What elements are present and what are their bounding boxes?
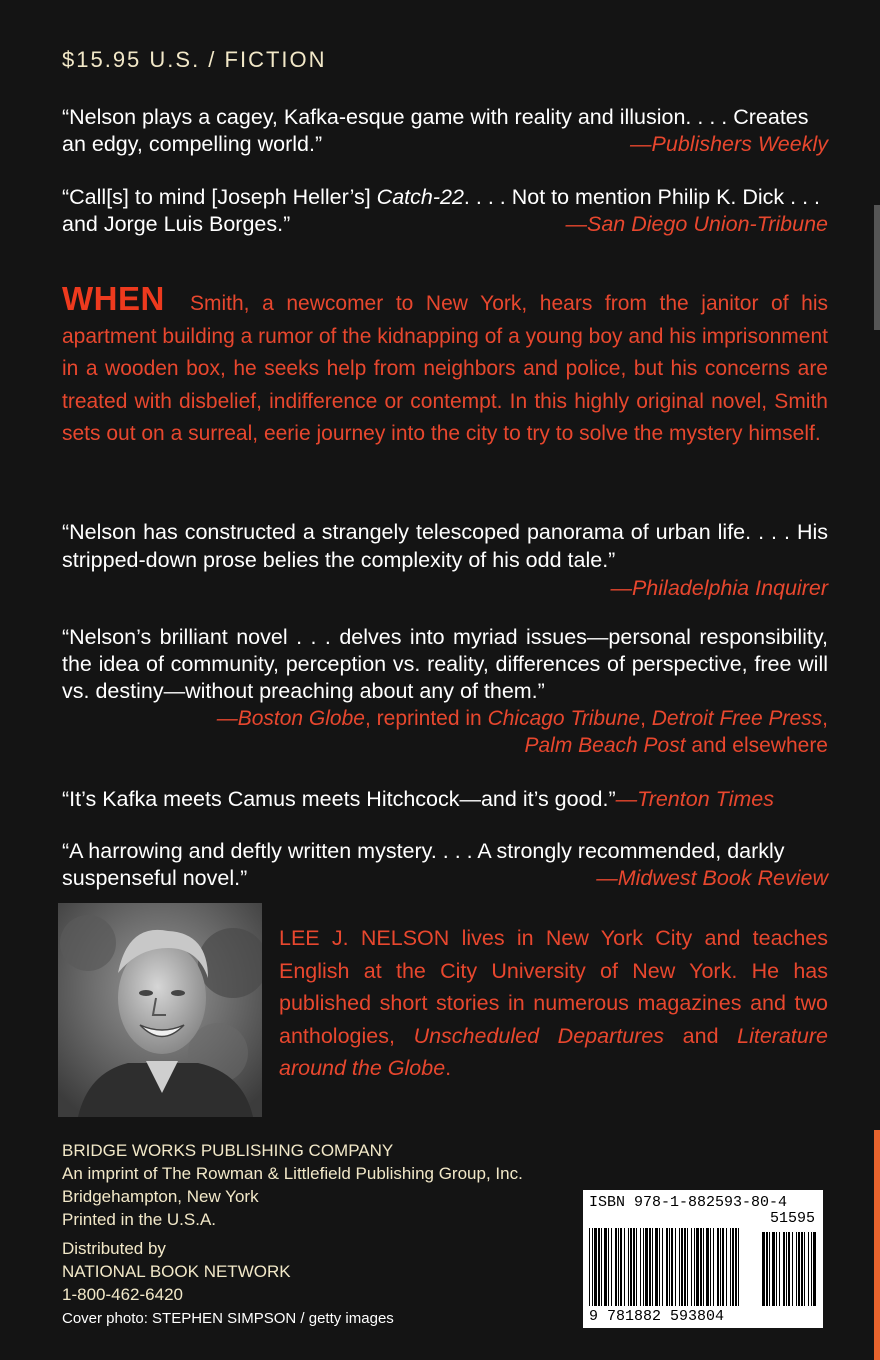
barcode-bar [666, 1228, 668, 1306]
distribution-line: 1-800-462-6420 [62, 1285, 183, 1304]
barcode-bar [592, 1228, 593, 1306]
barcode-bar [776, 1232, 777, 1306]
barcode-bar [601, 1228, 602, 1306]
barcode-bar [813, 1232, 816, 1306]
review-midwest [62, 838, 828, 892]
barcode-bar [783, 1232, 785, 1306]
barcode-bar [726, 1228, 727, 1306]
barcode-bar [779, 1232, 780, 1306]
author-portrait-image [58, 903, 262, 1117]
book-title: Unscheduled Departures [413, 1023, 665, 1048]
ean-number: 9 781882 593804 [589, 1308, 725, 1325]
barcode-bar [735, 1228, 737, 1306]
review-philadelphia [62, 518, 828, 602]
barcode-bar [662, 1228, 663, 1306]
book-title: Literature around the Globe [279, 1023, 828, 1080]
barcode-bar [786, 1232, 787, 1306]
edge-mark-orange [874, 1130, 880, 1360]
barcode-bar [628, 1228, 629, 1306]
barcode-bar [722, 1228, 724, 1306]
review-source: —Philadelphia Inquirer [610, 576, 828, 600]
barcode-bar [769, 1232, 770, 1306]
barcode-bar [738, 1228, 739, 1306]
barcode-bar [687, 1228, 688, 1306]
isbn-barcode [583, 1190, 823, 1328]
barcode-bar [694, 1228, 695, 1306]
author-bio [279, 922, 828, 1085]
barcode-bar [696, 1228, 699, 1306]
barcode-bar [655, 1228, 658, 1306]
barcode-bar [700, 1228, 702, 1306]
barcode-bar [796, 1232, 797, 1306]
author-photo [58, 903, 262, 1117]
source-joiner: , [640, 707, 652, 730]
barcode-bar [720, 1228, 721, 1306]
publisher-line: Printed in the U.S.A. [62, 1210, 217, 1229]
distribution-line: Distributed by [62, 1239, 166, 1258]
cover-photo-credit: Cover photo: STEPHEN SIMPSON / getty images [62, 1310, 394, 1327]
barcode-bar [624, 1228, 625, 1306]
barcode-bar [630, 1228, 632, 1306]
bio-text: lives in New York City and teaches English at the City University of New York. He has published short stories in numerous magazines and two anthologies, [279, 926, 828, 1048]
review-source [62, 705, 828, 759]
review-text-part: “Call[s] to mind [Joseph Heller’s] [62, 185, 377, 209]
distribution-line: NATIONAL BOOK NETWORK [62, 1262, 291, 1281]
review-trenton [62, 786, 832, 813]
barcode-bar [804, 1232, 805, 1306]
barcode-bar [766, 1232, 768, 1306]
source-joiner: , [822, 707, 828, 730]
barcode-bar [703, 1228, 704, 1306]
publisher-line: Bridgehampton, New York [62, 1187, 259, 1206]
barcode-bar [589, 1228, 590, 1306]
bio-text: and [664, 1023, 738, 1048]
barcode-bar [713, 1228, 714, 1306]
review-source: —Trenton Times [615, 787, 774, 811]
source-joiner: and elsewhere [685, 734, 828, 757]
barcode-bar [772, 1232, 775, 1306]
description-lead-word: WHEN [62, 280, 165, 317]
barcode-bar [671, 1228, 673, 1306]
barcode-bar [643, 1228, 644, 1306]
review-text: “Nelson has constructed a strangely telescoped panorama of urban life. . . . His stripped-down prose belies the complexity of his odd tale.” [62, 520, 828, 572]
barcode-bar [684, 1228, 686, 1306]
review-text: “A harrowing and deftly written mystery. . . . A strongly recommended, darkly suspenseful novel.” [62, 839, 785, 890]
barcode-bar [636, 1228, 637, 1306]
barcode-bar [710, 1228, 711, 1306]
barcode-bar [594, 1228, 597, 1306]
barcode-bar [611, 1228, 612, 1306]
barcode-bar [620, 1228, 622, 1306]
barcode-bar [762, 1232, 765, 1306]
review-source: —San Diego Union-Tribune [565, 212, 828, 236]
source-palm-beach-post: Palm Beach Post [524, 734, 686, 757]
source-boston-globe: —Boston Globe [216, 707, 365, 730]
barcode-bar [652, 1228, 653, 1306]
barcode-bars [589, 1228, 817, 1310]
price-category: $15.95 U.S. / FICTION [62, 47, 327, 72]
book-description [62, 280, 828, 451]
barcode-bar [691, 1228, 692, 1306]
distribution-block [62, 1237, 291, 1306]
review-san-diego [62, 184, 828, 238]
review-text: “Nelson plays a cagey, Kafka-esque game with reality and illusion. . . . Creates an edgy, compelling world.” [62, 105, 809, 156]
review-text: “Nelson’s brilliant novel . . . delves into myriad issues—personal responsibility, the idea of community, perception vs. reality, differences of perspective, free will vs. destiny—without preaching about any of them.” [62, 625, 828, 703]
barcode-bar [640, 1228, 641, 1306]
edge-mark-gray [874, 205, 880, 330]
review-source: —Midwest Book Review [596, 866, 828, 890]
barcode-bar [669, 1228, 670, 1306]
isbn-number: ISBN 978-1-882593-80-4 [589, 1194, 788, 1211]
barcode-bar [618, 1228, 619, 1306]
barcode-bar [788, 1232, 790, 1306]
barcode-bar [732, 1228, 734, 1306]
barcode-bar [717, 1228, 719, 1306]
barcode-bar [645, 1228, 648, 1306]
barcode-bar [633, 1228, 635, 1306]
publisher-line: BRIDGE WORKS PUBLISHING COMPANY [62, 1141, 394, 1160]
barcode-bar [811, 1232, 812, 1306]
barcode-bar [679, 1228, 680, 1306]
barcode-bar [675, 1228, 676, 1306]
price-code: 51595 [769, 1210, 815, 1227]
publisher-block [62, 1139, 523, 1231]
review-boston [62, 624, 828, 759]
barcode-bar [649, 1228, 651, 1306]
barcode-bar [792, 1232, 793, 1306]
barcode-bar [801, 1232, 803, 1306]
author-name: LEE J. NELSON [279, 926, 450, 950]
barcode-bar [604, 1228, 607, 1306]
barcode-bar [659, 1228, 660, 1306]
barcode-bar [681, 1228, 683, 1306]
review-publishers-weekly [62, 104, 828, 158]
review-text-part: . . . . Not to mention Philip K. Dick . . . and Jorge Luis Borges.” [62, 185, 820, 236]
barcode-bar [706, 1228, 709, 1306]
barcode-bar [608, 1228, 609, 1306]
barcode-bar [615, 1228, 617, 1306]
source-joiner: , reprinted in [364, 707, 488, 730]
source-chicago-tribune: Chicago Tribune [487, 707, 641, 730]
book-title-catch22: Catch-22 [376, 185, 464, 209]
source-detroit-free-press: Detroit Free Press [651, 707, 823, 730]
description-body: Smith, a newcomer to New York, hears from the janitor of his apartment building a rumor of the kidnapping of a young boy and his imprisonment in a wooden box, he seeks help from neighbors and police, but his concerns are treated with disbelief, indifference or contempt. In this highly original novel, Smith sets out on a surreal, eerie journey into the city to try to solve the mystery himself. [62, 292, 828, 445]
barcode-bar [808, 1232, 809, 1306]
barcode-bar [598, 1228, 600, 1306]
barcode-bar [730, 1228, 731, 1306]
barcode-bar [798, 1232, 800, 1306]
bio-text: . [445, 1056, 452, 1080]
publisher-line: An imprint of The Rowman & Littlefield Publishing Group, Inc. [62, 1164, 523, 1183]
review-source: —Publishers Weekly [630, 132, 828, 156]
review-text: “It’s Kafka meets Camus meets Hitchcock—and it’s good.” [62, 787, 616, 811]
